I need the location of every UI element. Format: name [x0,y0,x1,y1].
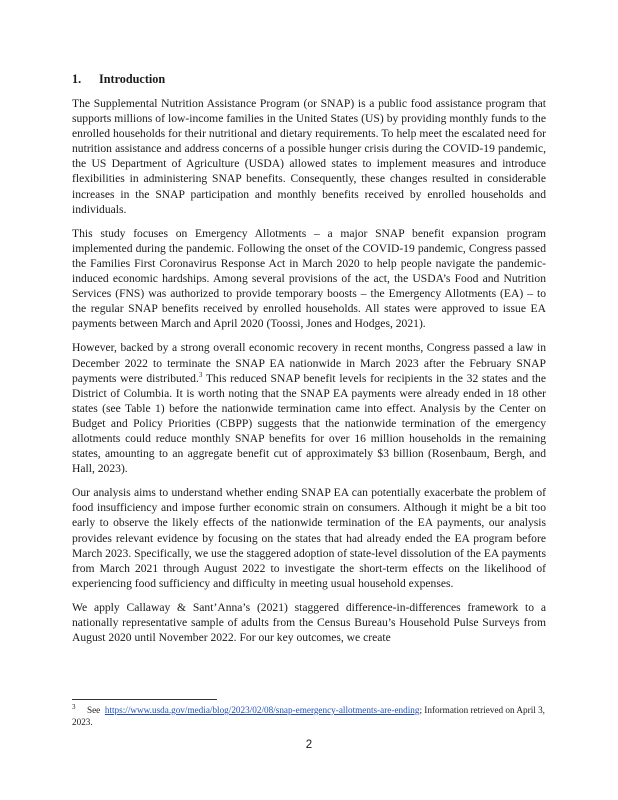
footnote-link[interactable]: https://www.usda.gov/media/blog/2023/02/08/snap-emergency-allotments-are-ending [104,705,420,715]
paragraph-2: This study focuses on Emergency Allotments – a major SNAP benefit expansion program implemented during the pandemic. Following the onset of the COVID-19 pandemic, Congress passed the Families First Coronavirus Response Act in March 2020 to help people navigate the pandemic-induced economic hardships. Among several provisions of the act, the USDA’s Food and Nutrition Services (FNS) was authorized to provide temporary boosts – the Emergency Allotments (EA) – to the regular SNAP benefits received by enrolled households. All states were approved to issue EA payments between March and April 2020 (Toossi, Jones and Hodges, 2021). [72,226,546,331]
paragraph-5: We apply Callaway & Sant’Anna’s (2021) staggered difference-in-differences framework to a nationally representative sample of adults from the Census Bureau’s Household Pulse Surveys from August 2020 until November 2022. For our key outcomes, we create [72,600,546,645]
footnote-see: See [86,705,101,715]
footnote-rest: ; Information retrieved on April 3, 2023. [72,705,545,728]
paragraph-3-part-a: However, backed by a strong overall economic recovery in recent months, Congress passed a law in December 2022 to terminate the SNAP EA nationwide in March 2023 after the February SNAP payments were distributed. [72,341,546,385]
section-title: Introduction [99,72,166,86]
footnote-reference[interactable]: 3 [198,370,203,379]
footnote-divider [72,699,217,700]
section-heading [72,72,546,87]
paragraph-3 [72,340,546,476]
body-content [72,72,546,654]
paragraph-4: Our analysis aims to understand whether ending SNAP EA can potentially exacerbate the problem of food insufficiency and impose further economic strain on consumers. Although it might be a bit too early to observe the likely effects of the nationwide termination of the EA payments, our analysis provides relevant evidence by focusing on the states that had already ended the EA program before March 2023. Specifically, we use the staggered adoption of state-level dissolution of the EA payments from March 2021 through August 2022 to investigate the short-term effects on the likelihood of experiencing food sufficiency and difficulty in meeting usual household expenses. [72,486,546,590]
footnote-mark: 3 [72,702,76,711]
section-number: 1. [72,72,82,86]
paragraph-3-part-b: This reduced SNAP benefit levels for recipients in the 32 states and the District of Columbia. It is worth noting that the SNAP EA payments were already ended in 18 other states (see Table 1) before the nationwide termination came into effect. Analysis by the Center on Budget and Policy Priorities (CBPP) suggests that the nationwide termination of the emergency allotments could reduce monthly SNAP benefits for over 16 million households in the remaining states, amounting to an aggregate benefit cut of approximately $3 billion (Rosenbaum, Bergh, and Hall, 2023). [72,371,546,476]
paragraph-1: The Supplemental Nutrition Assistance Program (or SNAP) is a public food assistance program that supports millions of low-income families in the United States (US) by providing monthly funds to the enrolled households for their nutritional and dietary requirements. To help meet the escalated need for nutrition assistance and address concerns of a possible hunger crisis during the COVID-19 pandemic, the US Department of Agriculture (USDA) allowed states to implement measures and introduce flexibilities in administering SNAP benefits. Consequently, these changes resulted in considerable increases in the SNAP participation and monthly benefits received by enrolled households and individuals. [72,97,546,216]
page-number: 2 [305,739,313,751]
footnote [72,704,546,729]
